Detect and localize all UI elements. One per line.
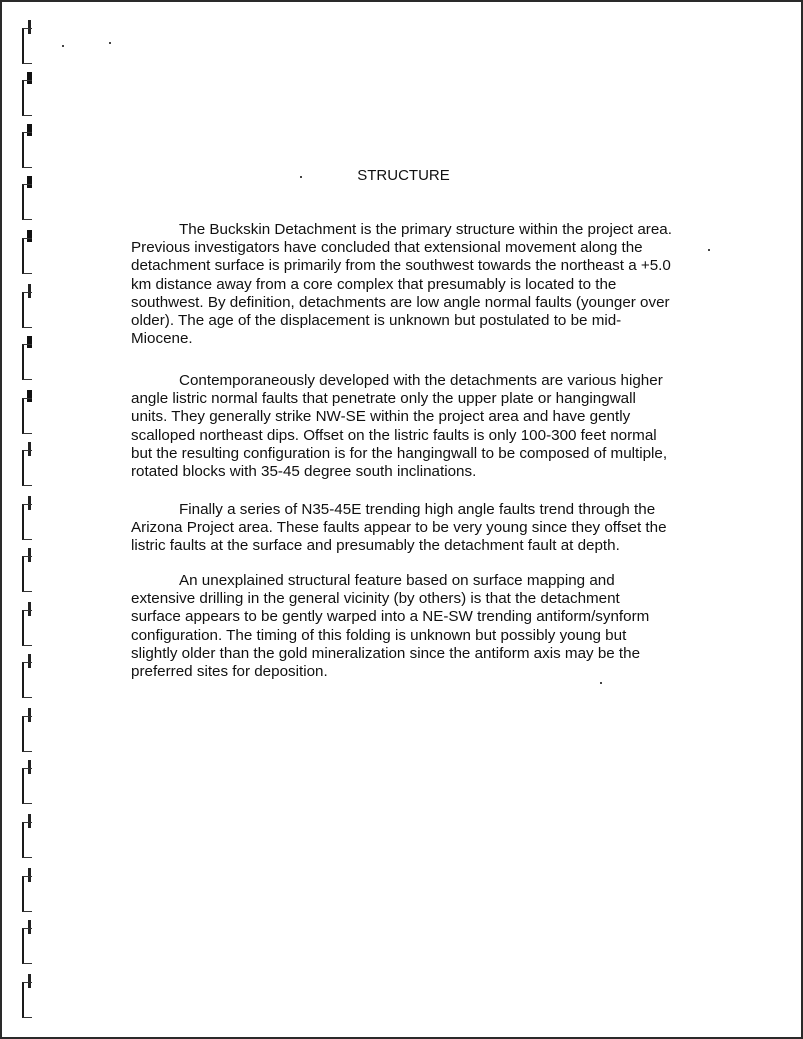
text-line: The Buckskin Detachment is the primary structure within the project area. [179,221,672,238]
binding-ring-icon [20,124,34,166]
text-line: rotated blocks with 35-45 degree south inclinations. [131,463,477,481]
text-line: listric faults at the surface and presumably the detachment fault at depth. [131,537,620,555]
text-line: Contemporaneously developed with the detachments are various higher [179,372,663,389]
text-line: Previous investigators have concluded that extensional movement along the [131,239,643,257]
text-line: Finally a series of N35-45E trending high angle faults trend through the [179,501,656,518]
text-line: An unexplained structural feature based on surface mapping and [179,572,615,589]
binding-ring-icon [20,390,34,432]
paragraph [131,572,731,681]
scan-speck [62,45,64,47]
binding-ring-icon [20,760,34,802]
text-line: southwest. By definition, detachments are low angle normal faults (younger over [131,293,670,311]
binding-ring-icon [20,442,34,484]
text-line: configuration. The timing of this folding is unknown but possibly young but [131,626,627,644]
binding-ring-icon [20,814,34,856]
binding-ring-icon [20,72,34,114]
binding-ring-icon [20,974,34,1016]
text-line: older). The age of the displacement is unknown but postulated to be mid- [131,312,622,330]
binding-ring-icon [20,602,34,644]
text-line: Miocene. [131,330,193,348]
page-title: STRUCTURE [357,167,450,184]
binding-ring-icon [20,20,34,62]
scan-speck [109,42,111,44]
binding-holes [16,2,46,1037]
binding-ring-icon [20,708,34,750]
text-line: Arizona Project area. These faults appear to be very young since they offset the [131,519,667,537]
text-line: extensive drilling in the general vicinity (by others) is that the detachment [131,590,620,608]
binding-ring-icon [20,230,34,272]
text-line: scalloped northeast dips. Offset on the listric faults is only 100-300 feet normal [131,426,657,444]
binding-ring-icon [20,336,34,378]
text-line: but the resulting configuration is for the hangingwall to be composed of multiple, [131,444,668,462]
text-line: detachment surface is primarily from the southwest towards the northeast a +5.0 [131,257,671,275]
binding-ring-icon [20,868,34,910]
binding-ring-icon [20,920,34,962]
text-line: angle listric normal faults that penetrate only the upper plate or hangingwall [131,390,636,408]
binding-ring-icon [20,548,34,590]
binding-ring-icon [20,284,34,326]
text-line: surface appears to be gently warped into a NE-SW trending antiform/synform [131,608,650,626]
scan-speck [600,682,602,684]
paragraph [131,221,731,348]
text-line: km distance away from a core complex that presumably is located to the [131,275,617,293]
binding-ring-icon [20,496,34,538]
binding-ring-icon [20,654,34,696]
text-line: units. They generally strike NW-SE within the project area and have gently [131,408,631,426]
text-line: preferred sites for deposition. [131,663,328,681]
paragraph [131,501,731,556]
paragraph [131,372,731,481]
text-line: slightly older than the gold mineralization since the antiform axis may be the [131,644,641,662]
